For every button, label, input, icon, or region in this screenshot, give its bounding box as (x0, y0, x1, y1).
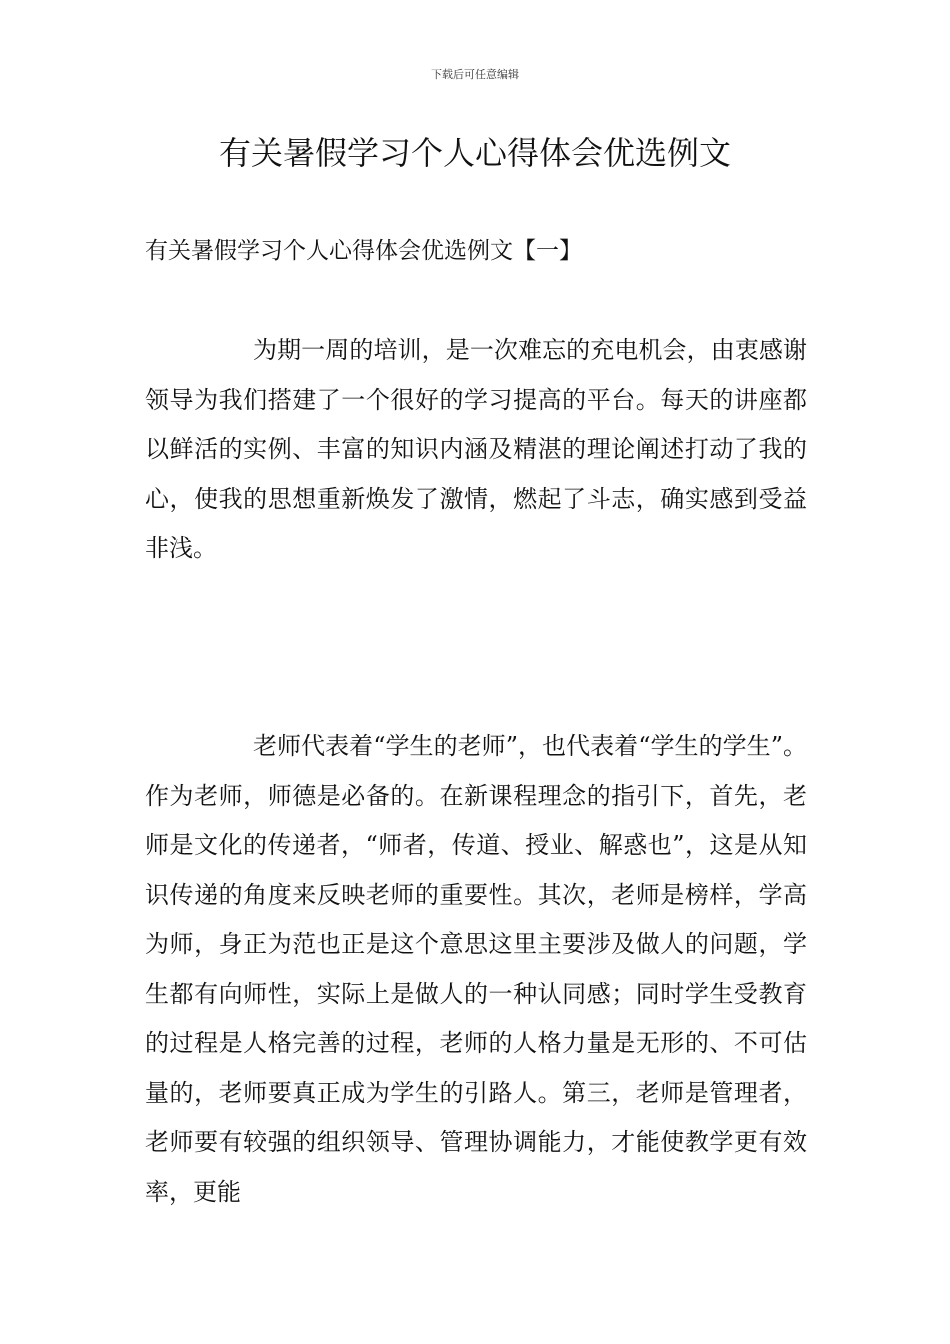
section-heading: 有关暑假学习个人心得体会优选例文【一】 (145, 238, 582, 264)
header-note: 下载后可任意编辑 (431, 68, 519, 81)
body-paragraph-2: 老师代表着“学生的老师”，也代表着“学生的学生”。作为老师，师德是必备的。在新课程理念的指引下，首先，老师是文化的传递者，“师者，传道、授业、解惑也”，这是从知识传递的角度来反映老师的重要性。其次，老师是榜样，学高为师，身正为范也正是这个意思这里主要涉及做人的问题，学生都有向师性，实际上是做人的一种认同感；同时学生受教育的过程是人格完善的过程，老师的人格力量是无形的、不可估量的，老师要真正成为学生的引路人。第三，老师是管理者，老师要有较强的组织领导、管理协调能力，才能使教学更有效率，更能 (145, 732, 807, 1206)
body-paragraph-1: 为期一周的培训，是一次难忘的充电机会，由衷感谢领导为我们搭建了一个很好的学习提高的平台。每天的讲座都以鲜活的实例、丰富的知识内涵及精湛的理论阐述打动了我的心，使我的思想重新焕发了激情，燃起了斗志，确实感到受益非浅。 (145, 336, 807, 562)
document-title: 有关暑假学习个人心得体会优选例文 (218, 134, 731, 172)
